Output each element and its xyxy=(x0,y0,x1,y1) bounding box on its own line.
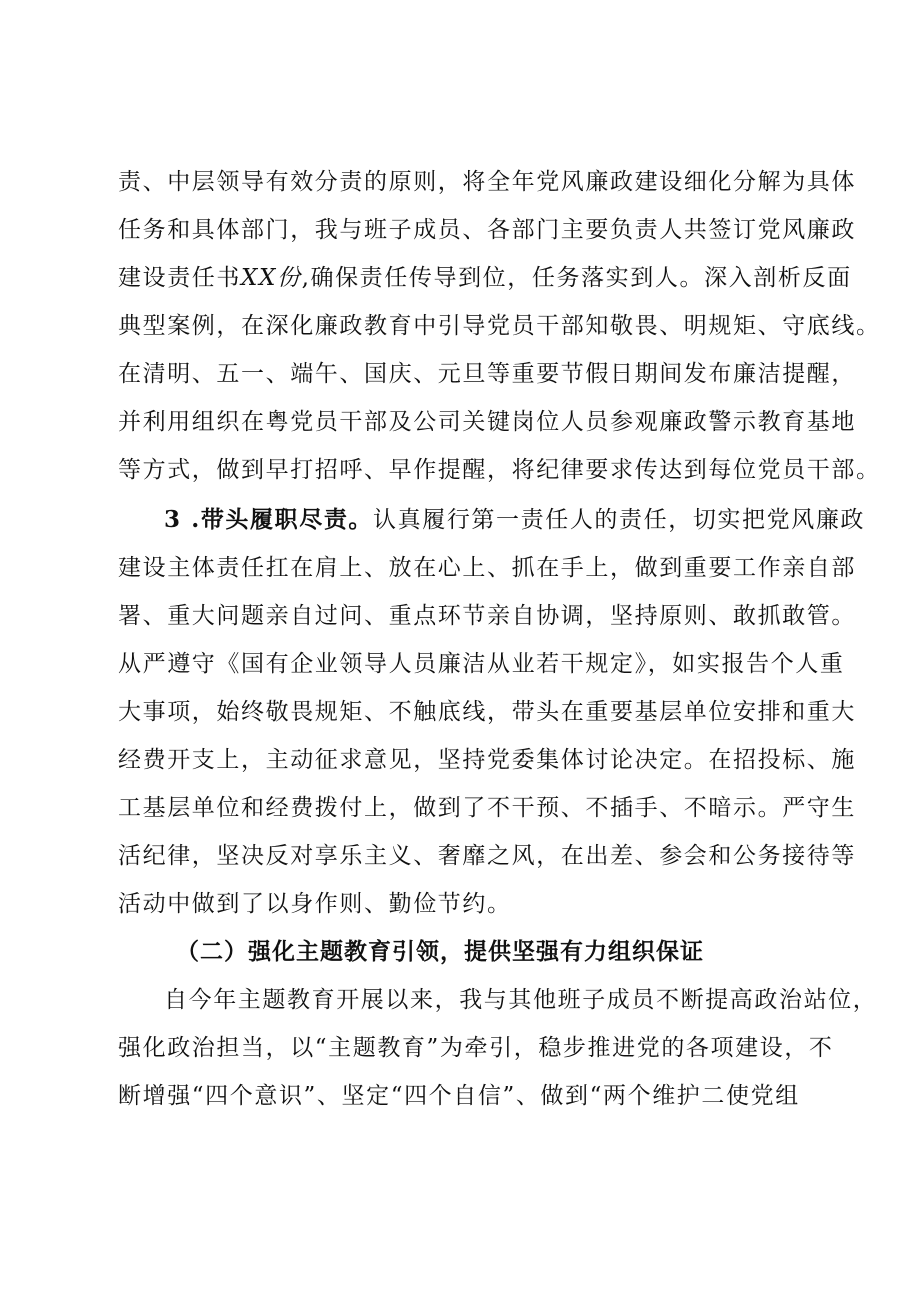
paragraph-line: 在清明、五一、端午、国庆、元旦等重要节假日期间发布廉洁提醒， xyxy=(118,361,856,387)
paragraph-line: 强化政治担当，以“主题教育”为牵引，稳步推进党的各项建设，不 xyxy=(118,1035,834,1061)
paragraph-line: 活纪律，坚决反对享乐主义、奢靡之风，在出差、参会和公务接待等 xyxy=(118,843,856,869)
paragraph-line xyxy=(164,504,866,536)
item-heading: 3 .带头履职尽责。 xyxy=(164,506,374,533)
text-segment: ,确保责任传导到位，任务落实到人。深入剖析反面 xyxy=(301,265,852,291)
paragraph-line xyxy=(118,262,852,294)
text-segment: 建设责任书 xyxy=(118,265,241,291)
paragraph-line: 等方式，做到早打招呼、早作提醒，将纪律要求传达到每位党员干部。 xyxy=(118,457,881,483)
paragraph-line: 从严遵守《国有企业领导人员廉洁从业若干规定》，如实报告个人重 xyxy=(118,651,845,677)
paragraph-line: 并利用组织在粤党员干部及公司关键岗位人员参观廉政警示教育基地 xyxy=(118,409,856,435)
section-heading: （二）强化主题教育引领，提供坚强有力组织保证 xyxy=(176,938,704,965)
italic-count: XX份 xyxy=(241,265,302,291)
paragraph-line: 典型案例，在深化廉政教育中引导党员干部知敬畏、明规矩、守底线。 xyxy=(118,313,881,339)
paragraph-line: 工基层单位和经费拨付上，做到了不干预、不插手、不暗示。严守生 xyxy=(118,795,856,821)
paragraph-line: 经费开支上，主动征求意见，坚持党委集体讨论决定。在招投标、施 xyxy=(118,747,856,773)
text-segment: 认真履行第一责任人的责任，切实把党风廉政 xyxy=(373,507,866,533)
paragraph-line: 建设主体责任扛在肩上、放在心上、抓在手上，做到重要工作亲自部 xyxy=(118,555,856,581)
paragraph-line: 任务和具体部门，我与班子成员、各部门主要负责人共签订党风廉政 xyxy=(118,217,856,243)
paragraph-line: 自今年主题教育开展以来，我与其他班子成员不断提高政治站位， xyxy=(164,987,878,1013)
paragraph-line: 责、中层领导有效分责的原则，将全年党风廉政建设细化分解为具体 xyxy=(118,169,856,195)
paragraph-line: 大事项，始终敬畏规矩、不触底线，带头在重要基层单位安排和重大 xyxy=(118,699,856,725)
paragraph-line: 署、重大问题亲自过问、重点环节亲自协调，坚持原则、敢抓敢管。 xyxy=(118,603,856,629)
paragraph-line: 活动中做到了以身作则、勤俭节约。 xyxy=(118,891,512,917)
paragraph-line: 断增强“四个意识”、坚定“四个自信”、做到“两个维护二使党组 xyxy=(118,1083,800,1109)
